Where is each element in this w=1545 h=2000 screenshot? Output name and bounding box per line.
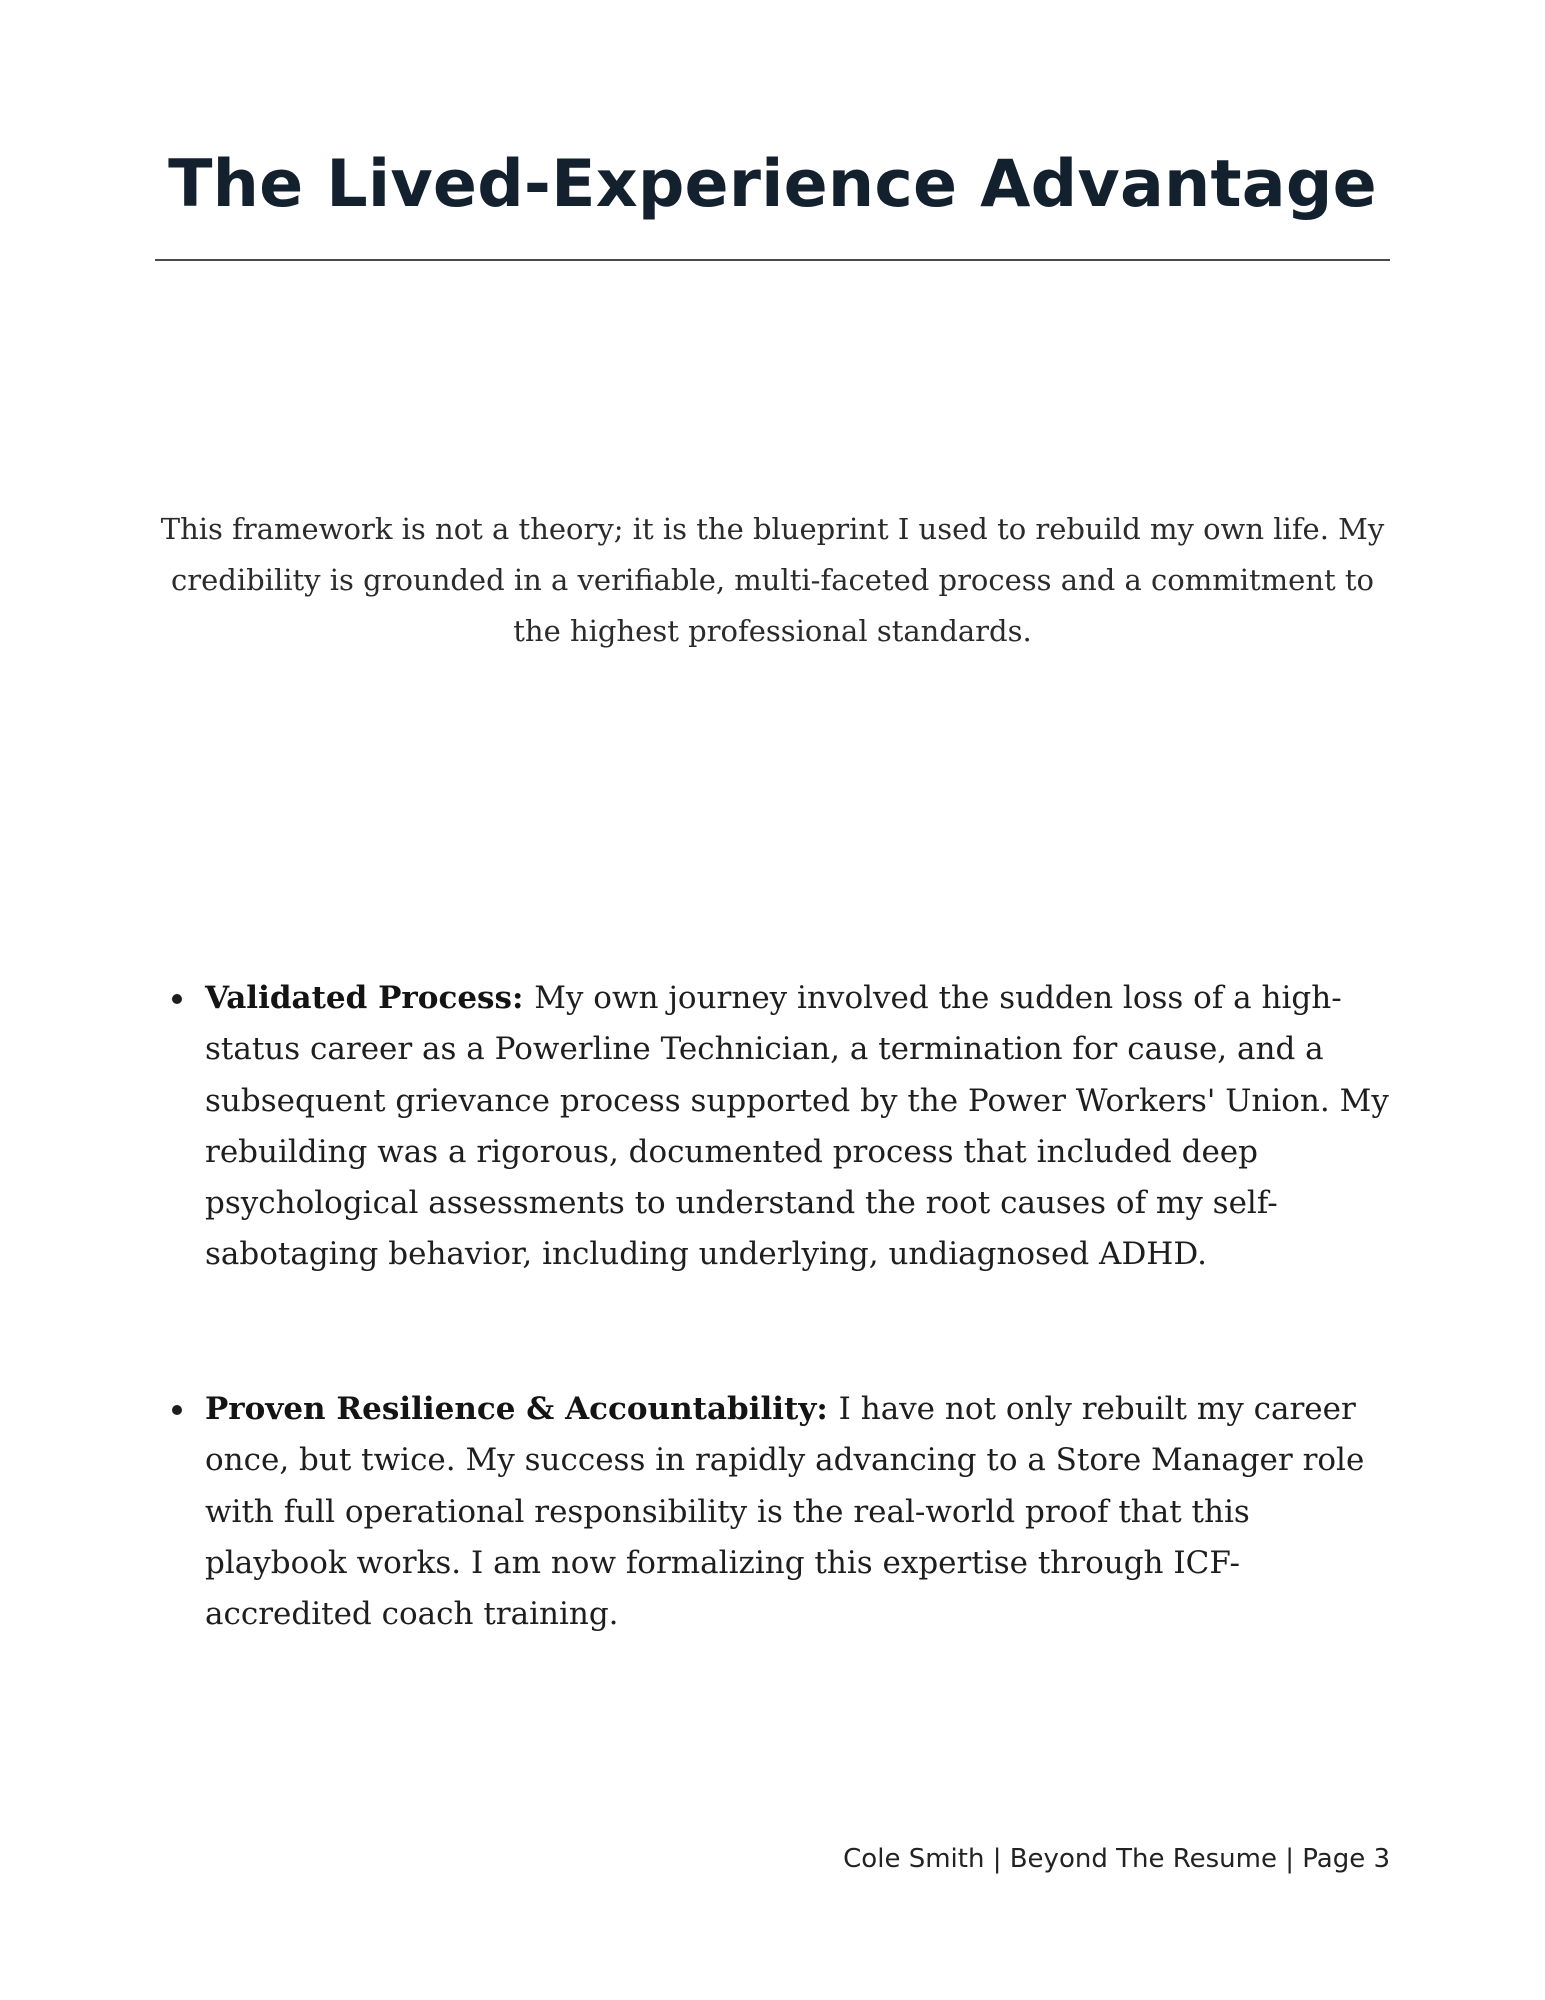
bullet-item-proven-resilience	[155, 1384, 1395, 1640]
intro-paragraph: This framework is not a theory; it is the blueprint I used to rebuild my own life. My credibility is grounded in a verifiable, multi-faceted process and a commitment to the highest professional standards.	[160, 512, 1385, 648]
bullet-item-validated-process	[155, 973, 1395, 1281]
bullet-dot-icon	[172, 994, 182, 1004]
bullet-text: My own journey involved the sudden loss of a high-status career as a Powerline Technician, a termination for cause, and a subsequent grievance process supported by the Power Workers' Union. My rebuilding was a rigorous, documented process that included deep psychological assessments to understand the root causes of my self-sabotaging behavior, including underlying, undiagnosed ADHD.	[205, 980, 1389, 1273]
bullet-list-validated-process	[155, 973, 1395, 1281]
page-footer: Cole Smith | Beyond The Resume | Page 3	[843, 1844, 1390, 1874]
bullet-term: Proven Resilience & Accountability:	[205, 1391, 839, 1427]
bullet-list-proven-resilience	[155, 1384, 1395, 1640]
page-title: The Lived-Experience Advantage	[168, 147, 1377, 222]
title-divider	[155, 259, 1390, 261]
bullet-dot-icon	[172, 1405, 182, 1415]
bullet-text: I have not only rebuilt my career once, but twice. My success in rapidly advancing to a Store Manager role with full operational responsibility is the real-world proof that this playbook works. I am now formalizing this expertise through ICF-accredited coach training.	[205, 1391, 1365, 1633]
bullet-term: Validated Process:	[205, 980, 535, 1016]
